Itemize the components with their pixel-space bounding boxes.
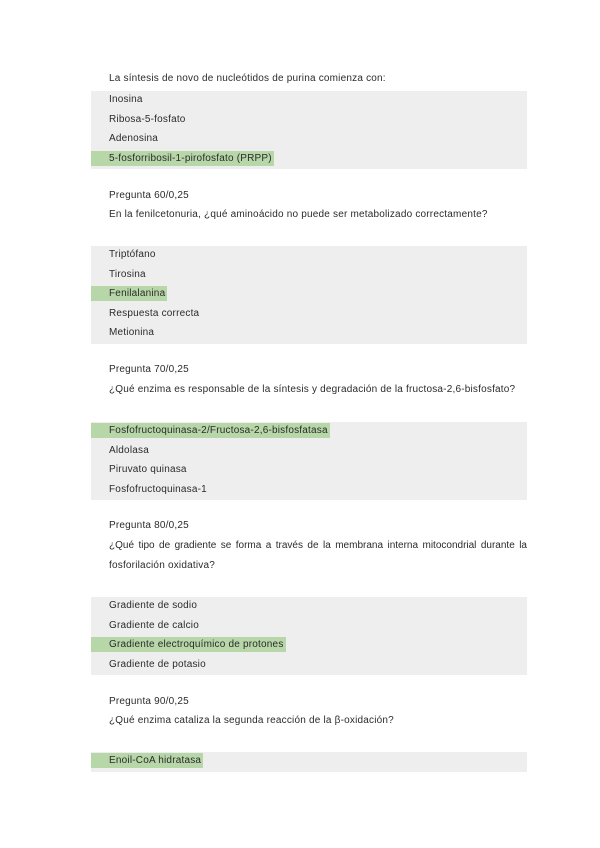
option-item	[91, 91, 527, 111]
option-item	[91, 636, 527, 656]
question-prompt: ¿Qué enzima es responsable de la síntesis y degradación de la fructosa-2,6-bisfosfato?	[109, 384, 516, 395]
option-label: Fosfofructoquinasa-2/Fructosa-2,6-bisfosfatasa	[91, 423, 330, 438]
option-label: Piruvato quinasa	[109, 464, 187, 475]
question-prompt-line: fosforilación oxidativa?	[109, 560, 215, 571]
option-label: Metionina	[109, 327, 155, 338]
question-header: Pregunta 60/0,25	[109, 190, 189, 201]
option-item	[91, 111, 527, 131]
option-label: Respuesta correcta	[109, 307, 200, 319]
option-label: Ribosa-5-fosfato	[109, 113, 186, 125]
option-item	[91, 752, 527, 772]
option-label: Enoil-CoA hidratasa	[91, 753, 203, 768]
option-item	[91, 266, 527, 286]
option-item	[91, 656, 527, 676]
option-label: Gradiente de calcio	[109, 619, 199, 631]
option-item	[91, 481, 527, 501]
option-label: Triptófano	[109, 249, 156, 260]
question-header: Pregunta 80/0,25	[109, 520, 189, 531]
question-header: Pregunta 70/0,25	[109, 364, 189, 375]
option-label: Tirosina	[109, 268, 146, 280]
option-item	[91, 442, 527, 462]
option-item	[91, 597, 527, 617]
option-label: 5-fosforribosil-1-pirofosfato (PRPP)	[91, 151, 274, 166]
answer-options	[91, 422, 527, 500]
option-label: Gradiente electroquímico de protones	[91, 637, 286, 652]
answer-options	[91, 597, 527, 675]
question-header: Pregunta 90/0,25	[109, 696, 189, 707]
option-label: Gradiente de sodio	[109, 600, 198, 611]
answer-options	[91, 246, 527, 344]
option-item	[91, 305, 527, 325]
option-item	[91, 461, 527, 481]
answer-options	[91, 752, 527, 772]
option-item	[91, 130, 527, 150]
question-prompt: ¿Qué enzima cataliza la segunda reacción de la β-oxidación?	[109, 715, 394, 726]
question-prompt: En la fenilcetonuria, ¿qué aminoácido no puede ser metabolizado correctamente?	[109, 209, 488, 220]
question-prompt-line: ¿Qué tipo de gradiente se forma a través de la membrana interna mitocondrial durante la	[109, 540, 527, 551]
option-item	[91, 246, 527, 266]
option-item	[91, 150, 527, 170]
option-item	[91, 617, 527, 637]
option-label: Fosfofructoquinasa-1	[109, 483, 207, 495]
question-prompt: La síntesis de novo de nucleótidos de purina comienza con:	[109, 73, 386, 84]
option-label: Aldolasa	[109, 444, 149, 456]
answer-options	[91, 91, 527, 169]
option-label: Adenosina	[109, 133, 159, 144]
option-label: Gradiente de potasio	[109, 658, 206, 670]
option-label: Fenilalanina	[91, 286, 167, 301]
option-item	[91, 422, 527, 442]
option-label: Inosina	[109, 94, 143, 105]
option-item	[91, 324, 527, 344]
option-item	[91, 285, 527, 305]
